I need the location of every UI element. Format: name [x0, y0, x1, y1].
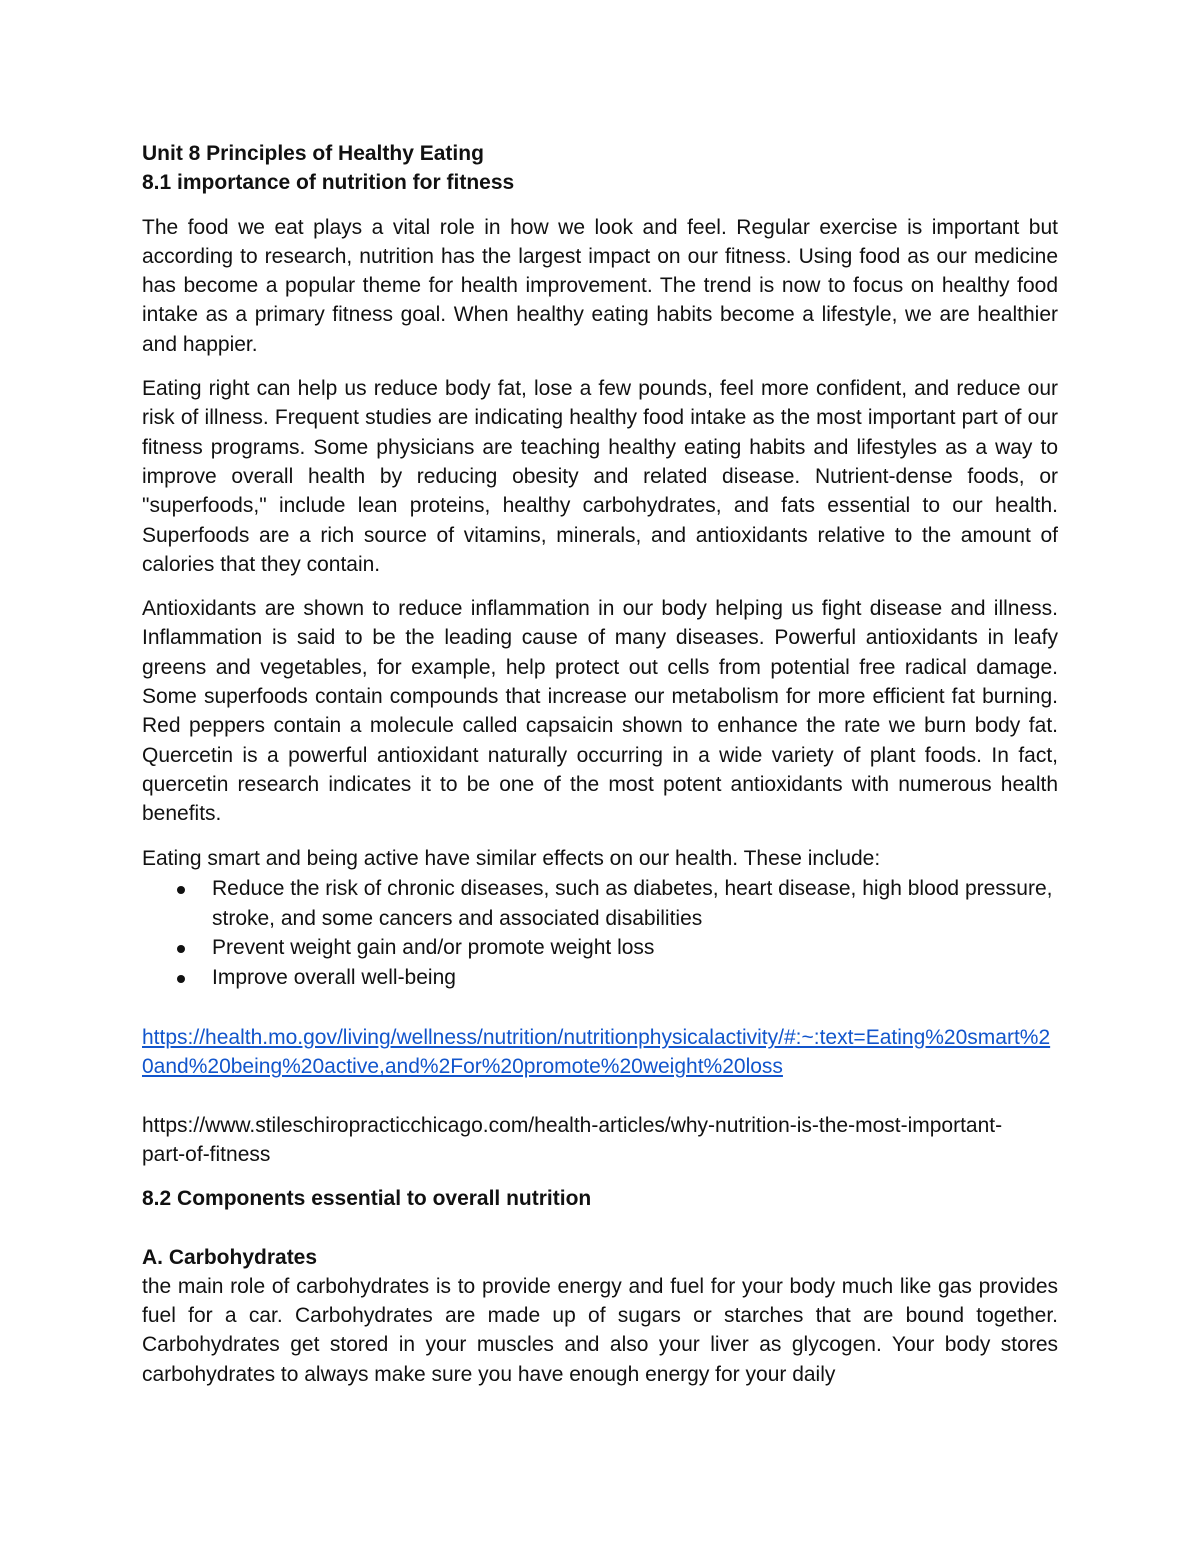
section-8-1-title: 8.1 importance of nutrition for fitness — [142, 171, 515, 195]
list-item-text: Reduce the risk of chronic diseases, such as diabetes, heart disease, high blood pressure, stroke, and some cancers and associated disabilities — [212, 876, 1053, 930]
document-page — [142, 139, 1058, 1389]
list-item — [142, 933, 1058, 963]
carbohydrates-heading: A. Carbohydrates — [142, 1245, 318, 1269]
list-item-text: Prevent weight gain and/or promote weight loss — [212, 936, 655, 960]
section-8-2-title: 8.2 Components essential to overall nutrition — [142, 1187, 592, 1211]
benefits-list — [142, 874, 1058, 993]
paragraph-eating-right: Eating right can help us reduce body fat, lose a few pounds, feel more confident, and reduce our risk of illness. Frequent studies are indicating healthy food intake as the most important part of our fitness programs. Some physicians are teaching healthy eating habits and lifestyles as a way to improve overall health by reducing obesity and related disease. Nutrient-dense foods, or "superfoods," include lean proteins, healthy carbohydrates, and fats essential to our health. Superfoods are a rich source of vitamins, minerals, and antioxidants relative to the amount of calories that they contain. — [142, 377, 1058, 576]
health-mo-link[interactable]: https://health.mo.gov/living/wellness/nutrition/nutritionphysicalactivity/#:~:text=Eating%20smart%20and%20being%20active,and%2For%20promote%20weight%20loss — [142, 1026, 1051, 1079]
list-item-text: Improve overall well-being — [212, 966, 456, 990]
list-item — [142, 963, 1058, 993]
list-intro: Eating smart and being active have similar effects on our health. These include: — [142, 846, 881, 870]
stiles-chiropractic-url: https://www.stileschiropracticchicago.com/health-articles/why-nutrition-is-the-most-important-part-of-fitness — [142, 1113, 1003, 1166]
paragraph-carbohydrates: the main role of carbohydrates is to provide energy and fuel for your body much like gas provides fuel for a car. Carbohydrates are made up of sugars or starches that are bound together. Carbohydrates get stored in your muscles and also your liver as glycogen. Your body stores carbohydrates to always make sure you have enough energy for your daily — [142, 1274, 1058, 1386]
unit-title: Unit 8 Principles of Healthy Eating — [142, 142, 484, 165]
list-item — [142, 874, 1058, 934]
paragraph-antioxidants: Antioxidants are shown to reduce inflammation in our body helping us fight disease and illness. Inflammation is said to be the leading cause of many diseases. Powerful antioxidants in leafy greens and vegetables, for example, help protect out cells from potential free radical damage. Some superfoods contain compounds that increase our metabolism for more efficient fat burning. Red peppers contain a molecule called capsaicin shown to enhance the rate we burn body fat. Quercetin is a powerful antioxidant naturally occurring in a wide variety of plant foods. In fact, quercetin research indicates it to be one of the most potent antioxidants with numerous health benefits. — [142, 597, 1058, 826]
bullet-icon — [177, 886, 185, 894]
bullet-icon — [177, 975, 185, 983]
paragraph-food-role: The food we eat plays a vital role in how we look and feel. Regular exercise is important but according to research, nutrition has the largest impact on our fitness. Using food as our medicine has become a popular theme for health improvement. The trend is now to focus on healthy food intake as a primary fitness goal. When healthy eating habits become a lifestyle, we are healthier and happier. — [142, 215, 1058, 356]
bullet-icon — [177, 945, 185, 953]
